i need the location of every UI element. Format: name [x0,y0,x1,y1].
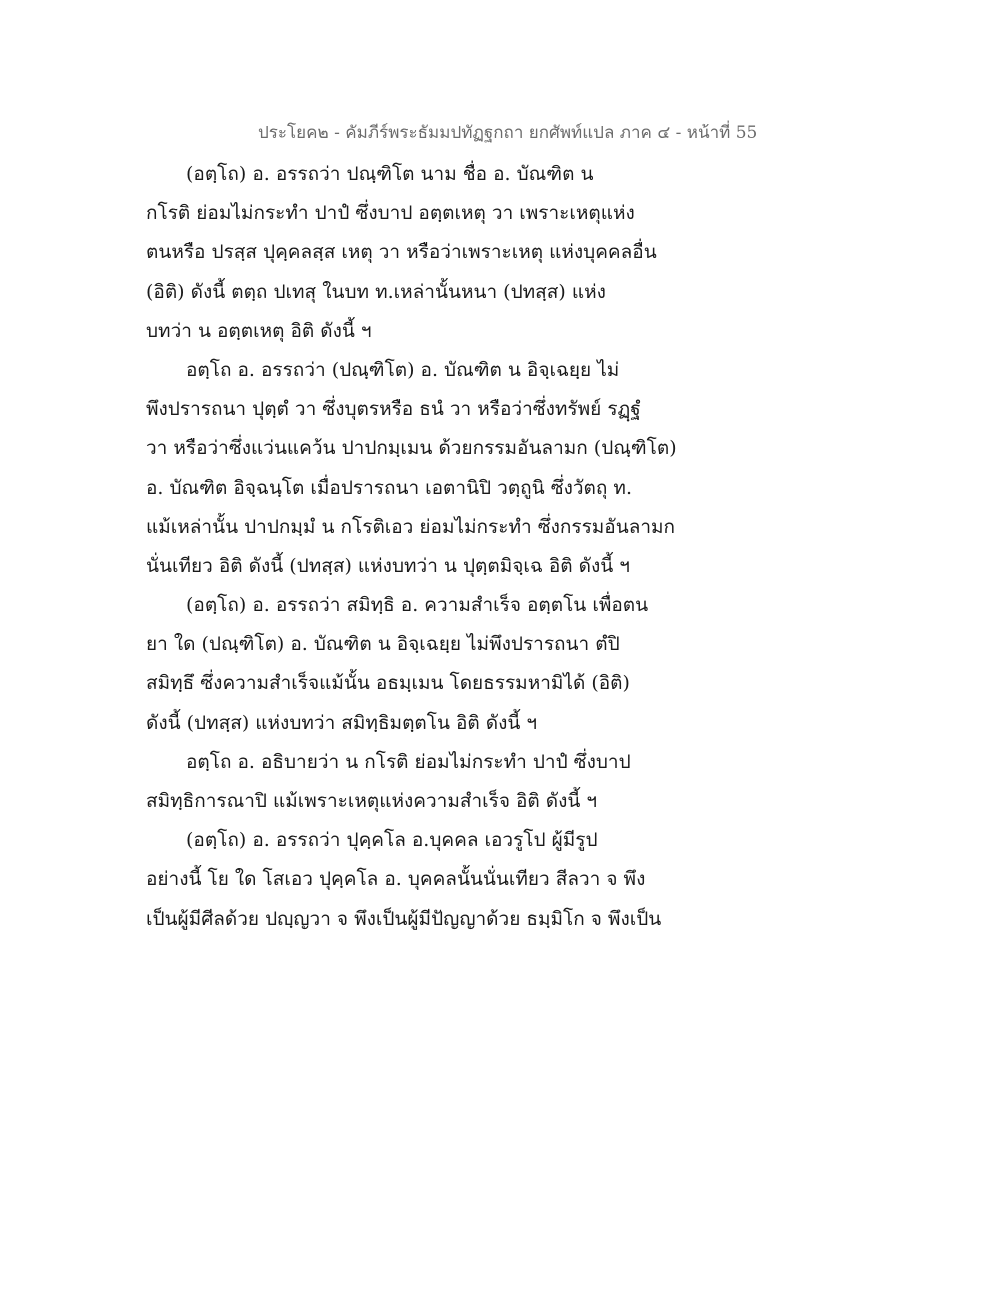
text-line: (อตฺโถ) อ. อรรถว่า ปุคฺคโล อ.บุคคล เอวรูโป ผู้มีรูป [186,829,598,852]
text-line: (อตฺโถ) อ. อรรถว่า สมิทฺธิ อ. ความสำเร็จ อตฺตโน เพื่อตน [186,594,649,617]
body-text [146,155,691,939]
text-line: เป็นผู้มีศีลด้วย ปญฺญวา จ พึงเป็นผู้มีปัญญาด้วย ธมฺมิโก จ พึงเป็น [146,907,662,930]
text-line: (อิติ) ดังนี้ ตตฺถ ปเทสุ ในบท ท.เหล่านั้นหนา (ปทสฺส) แห่ง [146,280,606,303]
text-line: สมิทฺธิการณาปิ แม้เพราะเหตุแห่งความสำเร็จ อิติ ดังนี้ ฯ [146,790,598,812]
text-line: สมิทฺธึ ซึ่งความสำเร็จแม้นั้น อธมฺเมน โดยธรรมหามิได้ (อิติ) [146,672,630,695]
text-line: กโรติ ย่อมไม่กระทำ ปาปํ ซึ่งบาป อตฺตเหตุ วา เพราะเหตุแห่ง [146,202,635,225]
text-line: แม้เหล่านั้น ปาปกมฺมํ น กโรติเอว ย่อมไม่กระทำ ซึ่งกรรมอันลามก [146,515,676,538]
text-line: ยา ใด (ปณฺฑิโต) อ. บัณฑิต น อิจฺเฉยฺย ไม่พึงปรารถนา ตํปิ [146,633,620,656]
text-line: อ. บัณฑิต อิจฺฉนฺโต เมื่อปรารถนา เอตานิปิ วตฺถูนิ ซึ่งวัตถุ ท. [146,476,632,499]
text-line: พึงปรารถนา ปุตฺตํ วา ซึ่งบุตรหรือ ธนํ วา หรือว่าซึ่งทรัพย์ รฏฺฐํ [146,398,641,421]
text-line: บทว่า น อตฺตเหตุ อิติ ดังนี้ ฯ [146,319,372,342]
text-line: วา หรือว่าซึ่งแว่นแคว้น ปาปกมฺเมน ด้วยกรรมอันลามก (ปณฺฑิโต) [146,437,677,460]
text-line: ดังนี้ (ปทสฺส) แห่งบทว่า สมิทฺธิมตฺตโน อิติ ดังนี้ ฯ [146,711,538,734]
text-line: อตฺโถ อ. อรรถว่า (ปณฺฑิโต) อ. บัณฑิต น อิจฺเฉยฺย ไม่ [186,358,620,381]
text-line: อย่างนี้ โย ใด โสเอว ปุคฺคโล อ. บุคคลนั้นนั่นเทียว สีลวา จ พึง [146,868,646,891]
text-line: อตฺโถ อ. อธิบายว่า น กโรติ ย่อมไม่กระทำ ปาปํ ซึ่งบาป [186,750,631,773]
text-line: ตนหรือ ปรสฺส ปุคฺคลสฺส เหตุ วา หรือว่าเพราะเหตุ แห่งบุคคลอื่น [146,241,657,264]
text-line: (อตฺโถ) อ. อรรถว่า ปณฺฑิโต นาม ชื่อ อ. บัณฑิต น [186,163,594,185]
running-header: ประโยค๒ - คัมภีร์พระธัมมปทัฏฐกถา ยกศัพท์แปล ภาค ๔ - หน้าที่ 55 [258,123,758,143]
text-line: นั่นเทียว อิติ ดังนี้ (ปทสฺส) แห่งบทว่า น ปุตฺตมิจฺเฉ อิติ ดังนี้ ฯ [146,554,630,577]
